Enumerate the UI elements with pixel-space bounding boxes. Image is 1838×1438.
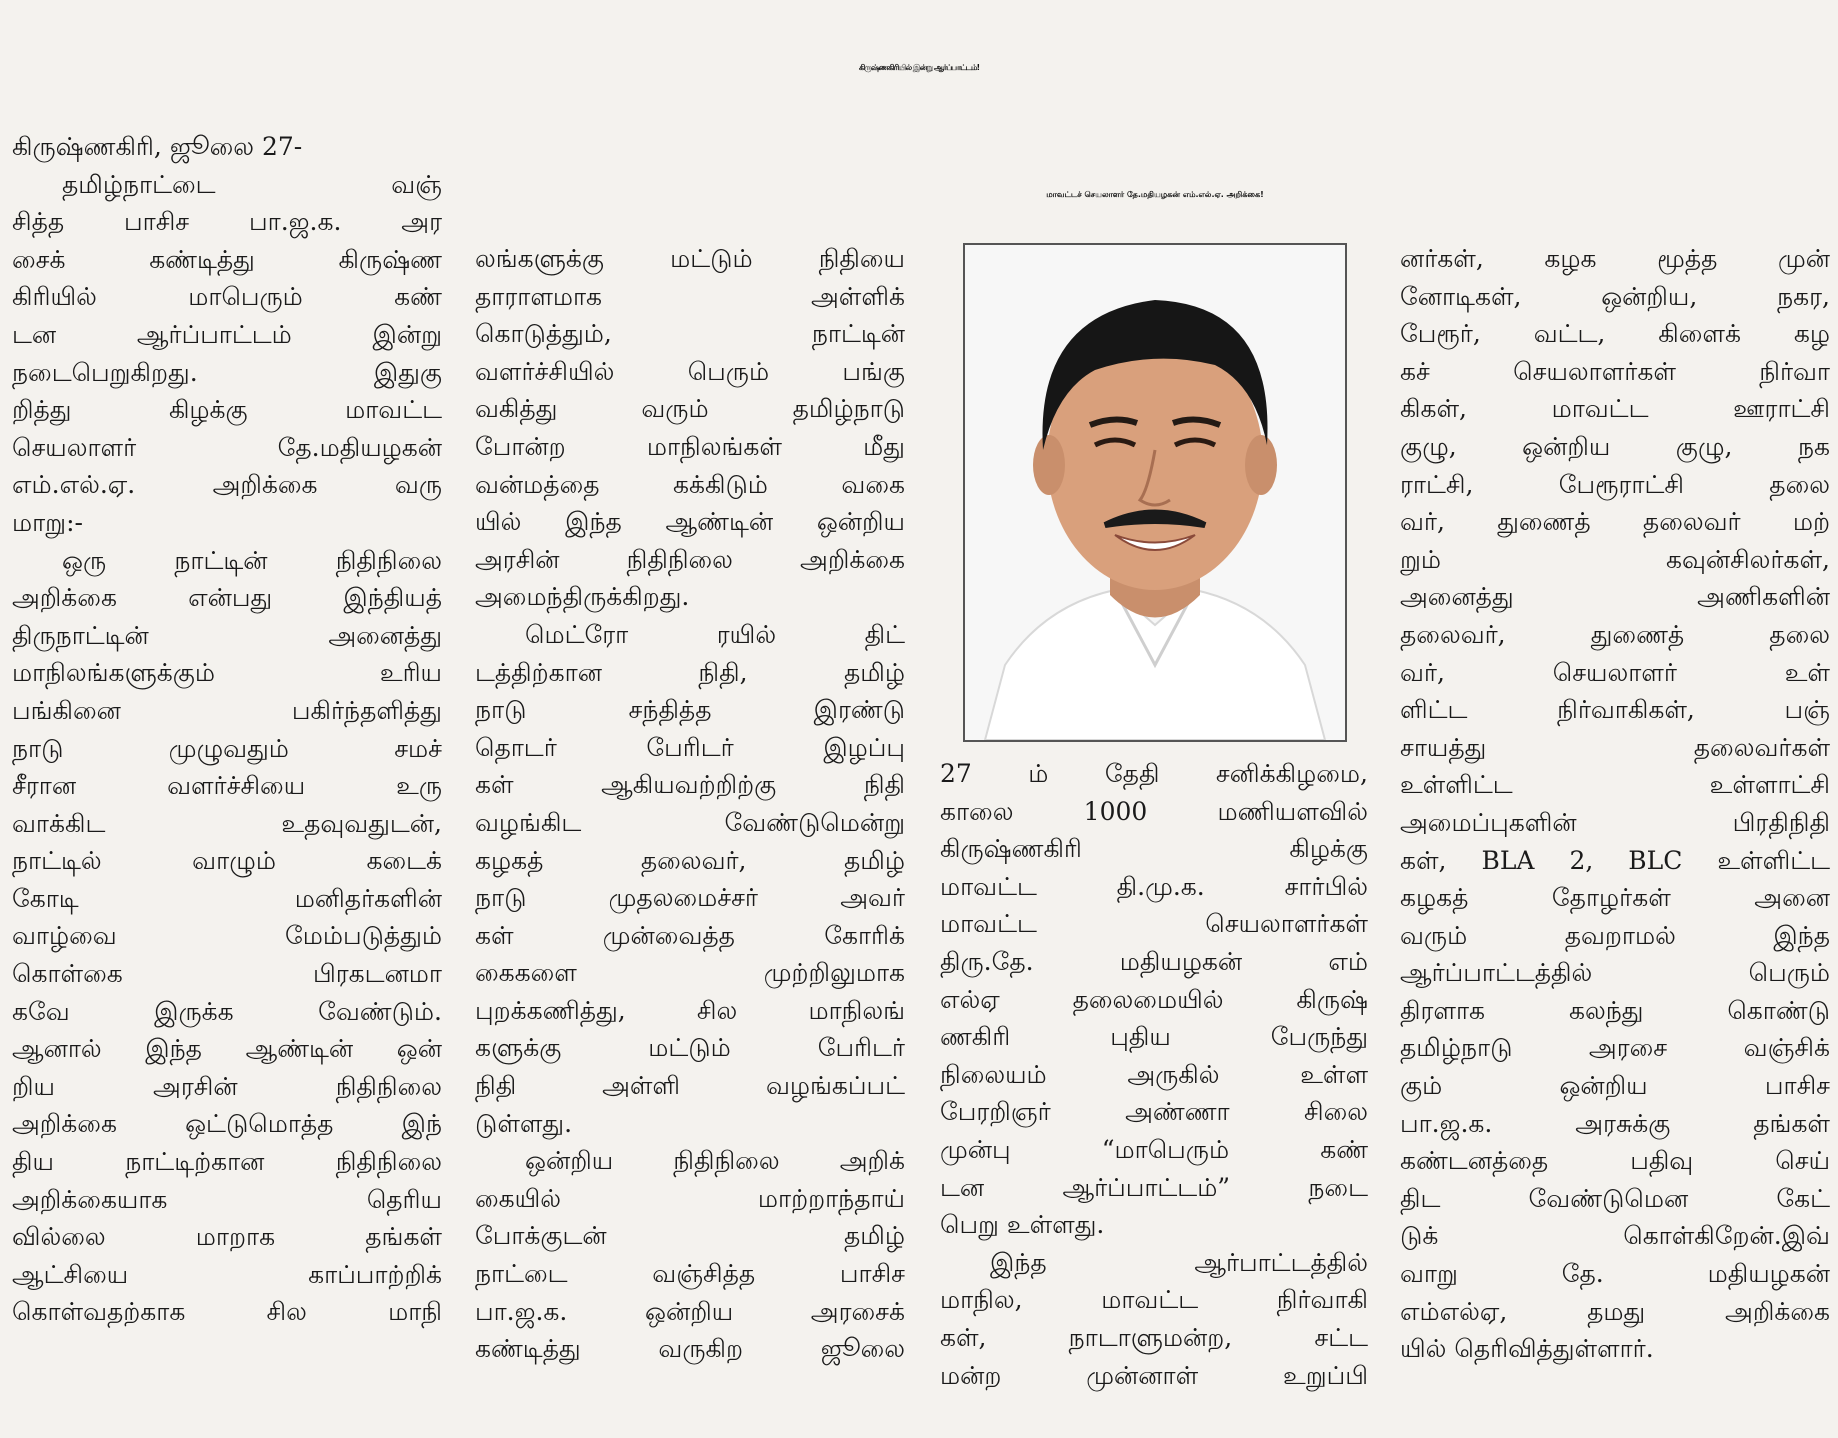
text-line: உள்ளிட்ட உள்ளாட்சி	[1400, 770, 1830, 800]
text-line: எம்எல்ஏ, தமது அறிக்கை	[1400, 1296, 1830, 1326]
text-line: மாறு:-	[12, 507, 83, 537]
text-line: கிருஷ்ணகிரி, ஜூலை 27-	[12, 132, 303, 161]
text-line: கள் ஆகியவற்றிற்கு நிதி	[475, 770, 905, 800]
text-line: கொடுத்தும், நாட்டின்	[475, 319, 905, 349]
text-line: வர், துணைத் தலைவர் மற்	[1400, 507, 1830, 537]
text-line: தமிழ்நாட்டை வஞ்	[62, 169, 442, 199]
text-line: டுக் கொள்கிறேன்.இவ்	[1400, 1221, 1830, 1251]
article-column-2	[475, 240, 905, 1438]
text-line: வில்லை மாறாக தங்கள்	[12, 1222, 442, 1252]
text-line: ஒன்றிய நிதிநிலை அறிக்	[525, 1146, 905, 1176]
text-line: ஆனால் இந்த ஆண்டின் ஒன்	[12, 1034, 442, 1064]
text-line: கள், BLA 2, BLC உள்ளிட்ட	[1400, 845, 1830, 875]
text-line: வர், செயலாளர் உள்	[1400, 657, 1830, 687]
text-line: யில் இந்த ஆண்டின் ஒன்றிய	[475, 507, 905, 537]
text-line: வன்மத்தை கக்கிடும் வகை	[475, 469, 905, 499]
text-line: டன ஆர்ப்பாட்டம்” நடை	[940, 1172, 1368, 1202]
text-line: அமைந்திருக்கிறது.	[475, 582, 690, 612]
text-line: திருநாட்டின் அனைத்து	[12, 620, 442, 650]
text-line: வரும் தவறாமல் இந்த	[1400, 920, 1830, 950]
text-line: மாவட்ட செயலாளர்கள்	[940, 909, 1368, 939]
text-line: நாடு முதலமைச்சர் அவர்	[475, 883, 905, 913]
text-line: சைக் கண்டித்து கிருஷ்ண	[12, 244, 442, 274]
article-column-4	[1400, 240, 1830, 1438]
text-line: கழகத் தோழர்கள் அனை	[1400, 883, 1830, 913]
text-line: போன்ற மாநிலங்கள் மீது	[475, 431, 905, 461]
text-line: தாராளமாக அள்ளிக்	[475, 281, 905, 311]
text-line: அனைத்து அணிகளின்	[1400, 582, 1830, 612]
article-column-1	[12, 128, 442, 1438]
text-line: பங்கினை பகிர்ந்தளித்து	[12, 695, 442, 725]
text-line: இந்த ஆர்பாட்டத்தில்	[990, 1247, 1368, 1277]
text-line: எல்ஏ தலைமையில் கிருஷ்	[940, 984, 1368, 1014]
text-line: திரு.தே. மதியழகன் எம்	[940, 946, 1368, 976]
text-line: மாநிலங்களுக்கும் உரிய	[12, 658, 442, 688]
text-line: கண்டித்து வருகிற ஜூலை	[475, 1334, 905, 1364]
text-line: மன்ற முன்னாள் உறுப்பி	[940, 1360, 1368, 1390]
text-line: வாழ்வை மேம்படுத்தும்	[12, 921, 442, 951]
text-line: தொடர் பேரிடர் இழப்பு	[475, 732, 905, 762]
text-line: கள் முன்வைத்த கோரிக்	[475, 920, 905, 950]
text-line: பா.ஜ.க. ஒன்றிய அரசைக்	[475, 1296, 905, 1326]
text-line: அறிக்கை ஒட்டுமொத்த இந்	[12, 1109, 442, 1139]
text-line: றித்து கிழக்கு மாவட்ட	[12, 395, 442, 425]
text-line: திய நாட்டிற்கான நிதிநிலை	[12, 1147, 442, 1177]
text-line: ராட்சி, பேரூராட்சி தலை	[1400, 469, 1830, 499]
text-line: வகித்து வரும் தமிழ்நாடு	[475, 394, 905, 424]
text-line: கச் செயலாளர்கள் நிர்வா	[1400, 356, 1830, 386]
text-line: கிகள், மாவட்ட ஊராட்சி	[1400, 394, 1830, 424]
text-line: அறிக்கையாக தெரிய	[12, 1184, 442, 1214]
text-line: நிலையம் அருகில் உள்ள	[940, 1059, 1368, 1089]
text-line: குழு, ஒன்றிய குழு, நக	[1400, 431, 1830, 461]
text-line: கைகளை முற்றிலுமாக	[475, 958, 905, 988]
text-line: கோடி மனிதர்களின்	[12, 883, 442, 913]
text-line: நடைபெறுகிறது. இதுகு	[12, 357, 442, 387]
portrait-illustration	[965, 245, 1345, 740]
text-line: னோடிகள், ஒன்றிய, நகர,	[1400, 281, 1830, 311]
text-line: றும் கவுன்சிலர்கள்,	[1400, 544, 1830, 574]
text-line: கொள்வதற்காக சில மாநி	[12, 1297, 442, 1327]
text-line: கும் ஒன்றிய பாசிச	[1400, 1071, 1830, 1101]
article-column-3	[940, 755, 1368, 1438]
text-line: கிரியில் மாபெரும் கண்	[12, 282, 442, 312]
text-line: மெட்ரோ ரயில் திட்	[525, 619, 905, 649]
text-line: முன்பு “மாபெரும் கண்	[940, 1134, 1368, 1164]
text-line: எம்.எல்.ஏ. அறிக்கை வரு	[12, 470, 442, 500]
text-line: பா.ஜ.க. அரசுக்கு தங்கள்	[1400, 1108, 1830, 1138]
text-line: பேரறிஞர் அண்ணா சிலை	[940, 1097, 1368, 1127]
text-line: கிருஷ்ணகிரி கிழக்கு	[940, 834, 1368, 864]
text-line: லங்களுக்கு மட்டும் நிதியை	[475, 244, 905, 273]
text-line: வழங்கிட வேண்டுமென்று	[475, 807, 905, 837]
text-line: புறக்கணித்து, சில மாநிலங்	[475, 995, 905, 1025]
text-line: தமிழ்நாடு அரசை வஞ்சிக்	[1400, 1033, 1830, 1063]
text-line: வளர்ச்சியில் பெரும் பங்கு	[475, 356, 905, 386]
text-line: மாநில, மாவட்ட நிர்வாகி	[940, 1285, 1368, 1315]
text-line: சீரான வளர்ச்சியை உரு	[12, 771, 442, 801]
text-line: செயலாளர் தே.மதியழகன்	[12, 432, 442, 462]
text-line: டன ஆர்ப்பாட்டம் இன்று	[12, 319, 442, 349]
portrait-photo	[963, 243, 1347, 742]
text-line: டத்திற்கான நிதி, தமிழ்	[475, 657, 905, 687]
text-line: போக்குடன் தமிழ்	[475, 1221, 905, 1251]
text-line: ளிட்ட நிர்வாகிகள், பஞ்	[1400, 695, 1830, 725]
text-line: கொள்கை பிரகடனமா	[12, 959, 442, 989]
text-line: நிதி அள்ளி வழங்கப்பட்	[475, 1071, 905, 1101]
text-line: நாடு முழுவதும் சமச்	[12, 733, 442, 763]
text-line: நாடு சந்தித்த இரண்டு	[475, 695, 905, 725]
text-line: வாக்கிட உதவுவதுடன்,	[12, 808, 442, 838]
text-line: அறிக்கை என்பது இந்தியத்	[12, 583, 442, 613]
text-line: 27 ம் தேதி சனிக்கிழமை,	[940, 759, 1368, 788]
text-line: மாவட்ட தி.மு.க. சார்பில்	[940, 871, 1368, 901]
text-line: கள், நாடாளுமன்ற, சட்ட	[940, 1322, 1368, 1352]
text-line: ஒரு நாட்டின் நிதிநிலை	[62, 545, 442, 575]
text-line: திரளாக கலந்து கொண்டு	[1400, 995, 1830, 1025]
text-line: ஆர்ப்பாட்டத்தில் பெரும்	[1400, 958, 1830, 988]
text-line: நாட்டில் வாழும் கடைக்	[12, 846, 442, 876]
text-line: காலை 1000 மணியளவில்	[940, 796, 1368, 826]
text-line: கண்டனத்தை பதிவு செய்	[1400, 1146, 1830, 1176]
text-line: பேரூர், வட்ட, கிளைக் கழ	[1400, 319, 1830, 349]
text-line: தலைவர், துணைத் தலை	[1400, 619, 1830, 649]
text-line: வாறு தே. மதியழகன்	[1400, 1259, 1830, 1289]
text-line: பெறு உள்ளது.	[940, 1210, 1105, 1240]
text-line: யில் தெரிவித்துள்ளார்.	[1400, 1334, 1654, 1364]
text-line: றிய அரசின் நிதிநிலை	[12, 1071, 442, 1101]
text-line: னர்கள், கழக மூத்த முன்	[1400, 244, 1830, 273]
text-line: நாட்டை வஞ்சித்த பாசிச	[475, 1259, 905, 1289]
text-line: கையில் மாற்றாந்தாய்	[475, 1183, 905, 1213]
text-line: ஆட்சியை காப்பாற்றிக்	[12, 1259, 442, 1289]
text-line: அரசின் நிதிநிலை அறிக்கை	[475, 544, 905, 574]
text-line: ணகிரி புதிய பேருந்து	[940, 1022, 1368, 1052]
text-line: சித்த பாசிச பா.ஜ.க. அர	[12, 207, 442, 237]
text-line: அமைப்புகளின் பிரதிநிதி	[1400, 807, 1830, 837]
text-line: களுக்கு மட்டும் பேரிடர்	[475, 1033, 905, 1063]
text-line: சாயத்து தலைவர்கள்	[1400, 732, 1830, 762]
text-line: திட வேண்டுமென கேட்	[1400, 1183, 1830, 1213]
headline: கிருஷ்ணகிரியில் இன்று ஆர்ப்பாட்டம்!	[858, 62, 980, 72]
text-line: டுள்ளது.	[475, 1108, 573, 1138]
text-line: கழகத் தலைவர், தமிழ்	[475, 845, 905, 875]
text-line: கவே இருக்க வேண்டும்.	[12, 996, 442, 1026]
subheadline: மாவட்டச் செயலாளர் தே.மதியழகன் எம்.எல்.ஏ. அறிக்கை!	[1046, 190, 1264, 199]
